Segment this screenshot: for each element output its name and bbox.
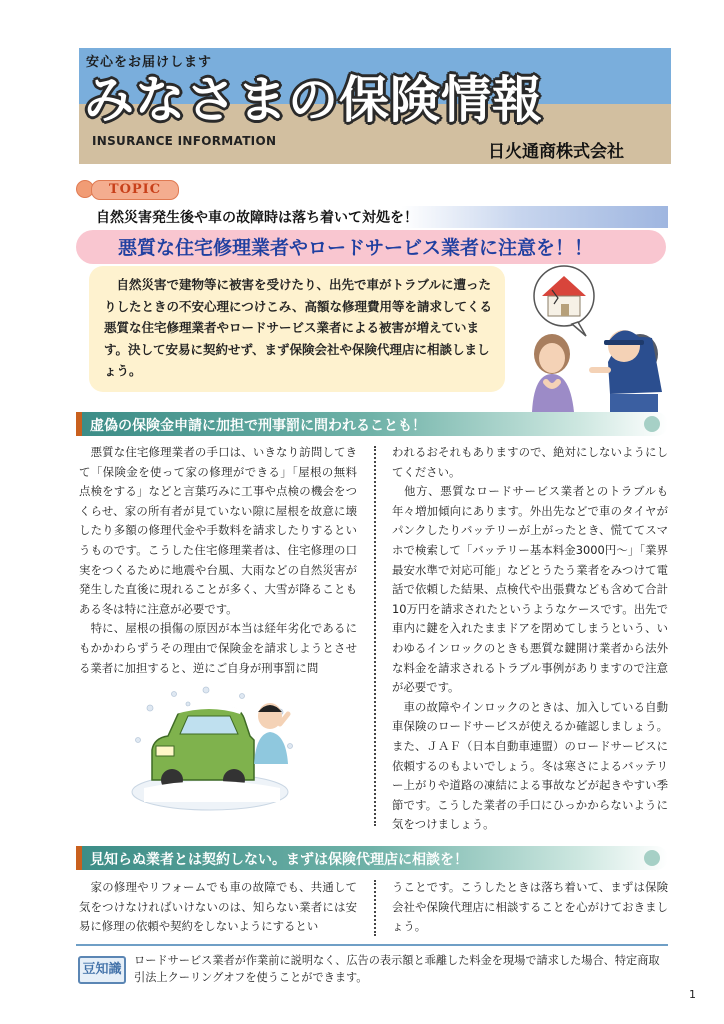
column-divider-2	[374, 880, 376, 936]
section1-marker	[76, 412, 82, 436]
section2-left-text: 家の修理やリフォームでも車の故障でも、共通して気をつけなければいけないのは、知らない業者には安易に修理の依頼や契約をしないようにするとい	[79, 880, 357, 934]
pointing-worker-illustration	[592, 330, 662, 412]
page-number: 1	[689, 988, 696, 1001]
tip-text: ロードサービス業者が作業前に説明なく、広告の表示額と乖離した料金を現場で請求した場合、特定商取引法上クーリングオフを使うことができます。	[134, 954, 660, 984]
company-name: 日火通商株式会社	[488, 142, 624, 162]
page-title: みなさまの保険情報	[84, 71, 543, 129]
section1-dot-icon	[644, 416, 660, 432]
header-tagline: 安心をお届けします	[86, 55, 213, 70]
section2-dot-icon	[644, 850, 660, 866]
tip-badge: 豆知識	[78, 956, 126, 984]
tip-divider	[76, 944, 668, 946]
worried-woman-illustration	[532, 334, 574, 412]
header-english-subtitle: INSURANCE INFORMATION	[92, 134, 277, 148]
snow-car-illustration	[130, 684, 300, 814]
section1-left-text: 悪質な住宅修理業者の手口は、いきなり訪問してきて「保険金を使って家の修理ができる」「屋根の無料点検をする」などと言葉巧みに工事や点検の機会をつくらせ、家の所有者が見ていない隙に屋根を故意に壊したり多額の修理代金や手数料を請求したりするというものです。こうした住宅修理業者は、住宅修理の口実をつくるために地震や台風、大雨などの自然災害が発生した直後に現れることが多く、大雪が降ることもある冬は特に注意が必要です。 特に、屋根の損傷の原因が本当は経年劣化であるにもかかわらずうその理由で保険金を請求しようとさせる業者に加担すると、逆にご自身が刑事罰に問	[79, 445, 357, 675]
intro-text: 自然災害で建物等に被害を受けたり、出先で車がトラブルに遭ったりしたときの不安心理につけこみ、高額な修理費用等を請求してくる悪質な住宅修理業者やロードサービス業者による被害が増えています。決して安易に契約せず、まず保険会社や保険代理店に相談しましょう。	[104, 277, 493, 379]
section2-marker	[76, 846, 82, 870]
section2-heading: 見知らぬ業者とは契約しない。まずは保険代理店に相談を！	[90, 852, 468, 868]
topic-label: TOPIC	[91, 180, 179, 200]
worker-woman-illustration	[512, 262, 672, 414]
section2-right-text: うことです。こうしたときは落ち着いて、まずは保険会社や保険代理店に相談することを心がけておきましょう。	[392, 880, 668, 934]
house-warning-icon	[534, 266, 594, 336]
section1-heading: 虚偽の保険金申請に加担で刑事罰に問われることも！	[90, 418, 426, 434]
section1-right-text: われるおそれもありますので、絶対にしないようにしてください。 他方、悪質なロードサービス業者とのトラブルも年々増加傾向にあります。外出先などで車のタイヤがパンクしたりバッテリーが上がったとき、慌ててスマホで検索して「バッテリー基本料金3000円〜」「業界最安水準で対応可能」などとうたう業者をみつけて電話で依頼した結果、点検代や出張費なども含めて合計10万円を請求されたというようなケースです。出先で車内に鍵を入れたままドアを閉めてしまうという、いわゆるインロックのときも悪質な鍵開け業者から法外な料金を請求されるトラブル事例がありますので注意が必要です。 車の故障やインロックのときは、加入している自動車保険のロードサービスが使えるか確認しましょう。また、ＪＡＦ（日本自動車連盟）のロードサービスに依頼するのもよいでしょう。冬は寒さによるバッテリー上がりや道路の凍結による事故などが起きやすい季節です。こうした業者の手口にひっかからないように気をつけましょう。	[392, 445, 668, 832]
topic-subtitle: 自然災害発生後や車の故障時は落ち着いて対処を！	[96, 210, 418, 226]
column-divider	[374, 446, 376, 826]
topic-headline: 悪質な住宅修理業者やロードサービス業者に注意を！！	[118, 237, 594, 259]
